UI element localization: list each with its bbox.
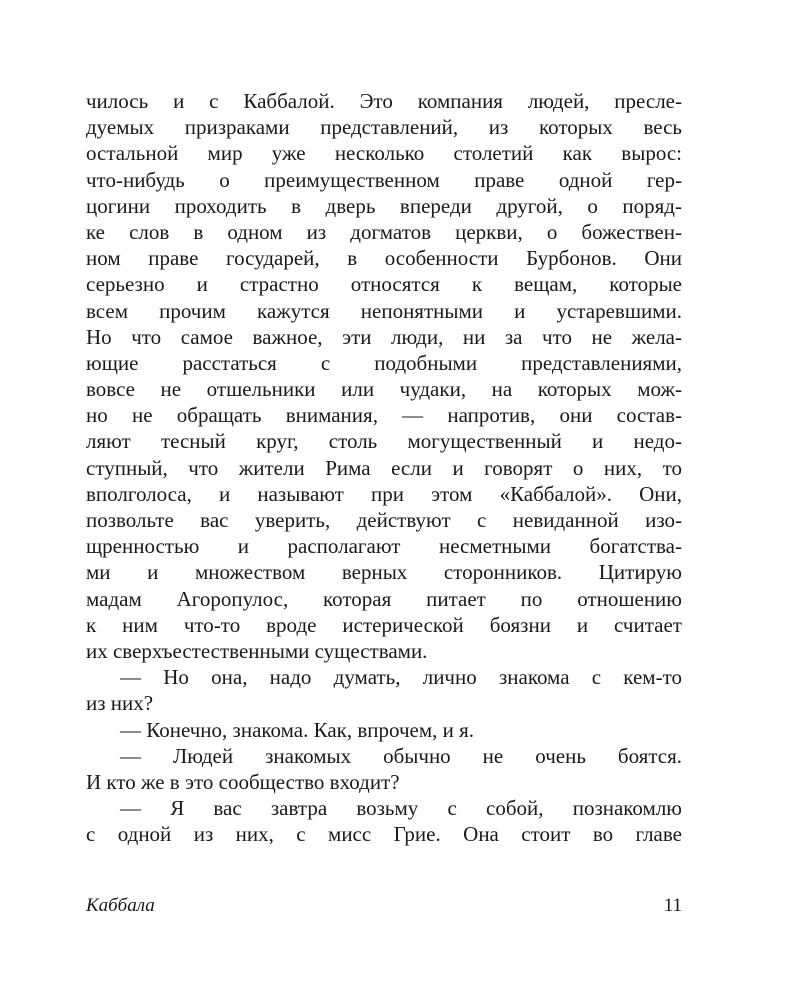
text-line: ке слов в одном из догматов церкви, о божествен- (86, 219, 682, 244)
text-line: их сверхъестественными существами. (86, 638, 428, 663)
text-line: вполголоса, и называют при этом «Каббалой». Они, (86, 481, 682, 506)
text-line: всем прочим кажутся непонятными и устаревшими. (86, 298, 682, 323)
page-footer (86, 893, 682, 919)
text-line: ступный, что жители Рима если и говорят о них, то (86, 455, 682, 480)
text-line: ющие расстаться с подобными представлениями, (86, 350, 682, 375)
text-line: ми и множеством верных сторонников. Цитирую (86, 560, 682, 585)
running-title: Каббала (86, 895, 155, 916)
text-line: серьезно и страстно относятся к вещам, которые (86, 272, 682, 297)
text-line: И кто же в это сообщество входит? (86, 769, 400, 794)
text-line: остальной мир уже несколько столетий как вырос: (86, 141, 682, 166)
text-line: из них? (86, 691, 154, 716)
dialogue-line: — Конечно, знакома. Как, впрочем, и я. (120, 717, 475, 742)
text-line: с одной из них, с мисс Грие. Она стоит во главе (86, 822, 682, 847)
dialogue-line: — Людей знакомых обычно не очень боятся. (120, 743, 682, 768)
text-line: ляют тесный круг, столь могущественный и недо- (86, 429, 682, 454)
dialogue-line: — Но она, надо думать, лично знакома с кем-то (120, 665, 682, 690)
text-line: щренностью и располагают несметными богатства- (86, 534, 682, 559)
text-line: чилось и с Каббалой. Это компания людей, пресле- (86, 89, 682, 113)
text-line: мадам Агоропулос, которая питает по отношению (86, 586, 682, 611)
body-text (86, 88, 682, 847)
text-line: к ним что-то вроде истерической боязни и считает (86, 612, 682, 637)
text-line: ном праве государей, в особенности Бурбонов. Они (86, 246, 682, 271)
text-line: вовсе не отшельники или чудаки, на которых мож- (86, 377, 682, 402)
text-line: позвольте вас уверить, действуют с невиданной изо- (86, 508, 682, 532)
text-line: что-нибудь о преимущественном праве одной гер- (86, 167, 682, 192)
text-line: цогини проходить в дверь впереди другой, о поряд- (86, 193, 682, 218)
text-line: Но что самое важное, эти люди, ни за что не жела- (86, 324, 682, 349)
page-number: 11 (663, 895, 682, 916)
text-line: но не обращать внимания, — напротив, они состав- (86, 403, 682, 428)
dialogue-line: — Я вас завтра возьму с собой, познакомлю (120, 796, 682, 821)
text-line: дуемых призраками представлений, из которых весь (86, 115, 682, 140)
